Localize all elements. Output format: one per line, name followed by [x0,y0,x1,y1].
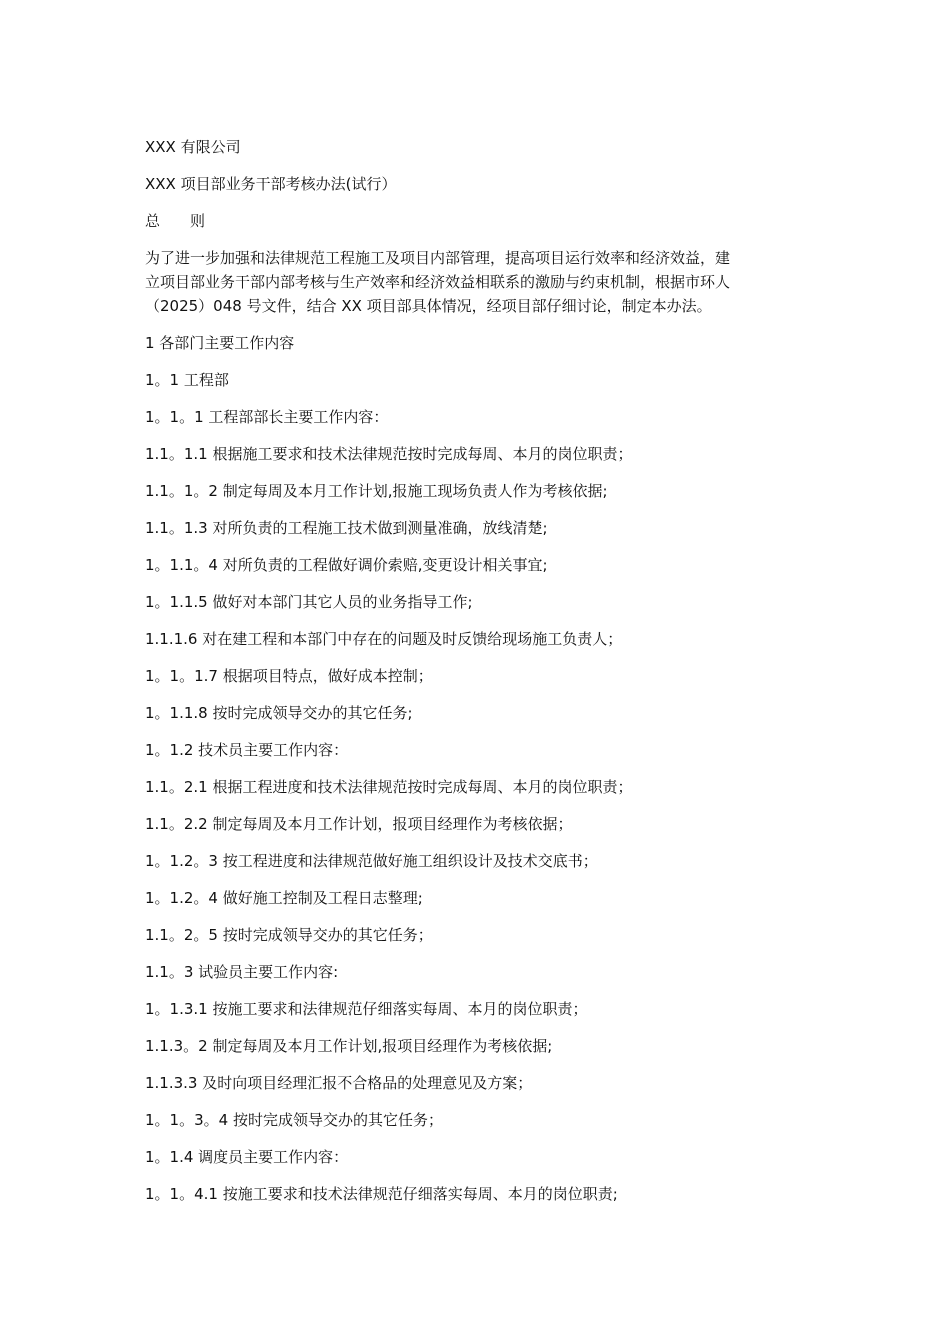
clause-line: 1。1.3.1 按施工要求和法律规范仔细落实每周、本月的岗位职责； [145,1000,588,1018]
clause-line: 1.1.3。2 制定每周及本月工作计划,报项目经理作为考核依据; [145,1037,553,1055]
clause-line: 1.1。2.2 制定每周及本月工作计划，报项目经理作为考核依据； [145,815,573,833]
clause-line: 1。1。4.1 按施工要求和技术法律规范仔细落实每周、本月的岗位职责; [145,1185,618,1203]
clause-line: 1.1.1.6 对在建工程和本部门中存在的问题及时反馈给现场施工负责人； [145,630,623,648]
document-title: XXX 项目部业务干部考核办法(试行） [145,175,397,193]
clause-line: 1.1.3.3 及时向项目经理汇报不合格品的处理意见及方案； [145,1074,533,1092]
section-heading: 总 则 [145,212,206,230]
clause-line: 1。1.1.8 按时完成领导交办的其它任务; [145,704,413,722]
clause-line: 1。1。1.7 根据项目特点，做好成本控制； [145,667,433,685]
intro-line: 为了进一步加强和法律规范工程施工及项目内部管理，提高项目运行效率和经济效益，建 [145,249,731,267]
clause-line: 1.1。1。2 制定每周及本月工作计划,报施工现场负责人作为考核依据; [145,482,608,500]
clause-line: 1。1。1 工程部部长主要工作内容： [145,408,389,426]
clause-line: 1。1.2 技术员主要工作内容： [145,741,349,759]
clause-line: 1。1.1。4 对所负责的工程做好调价索赔,变更设计相关事宜; [145,556,548,574]
intro-paragraph [145,246,815,318]
intro-line: 立项目部业务干部内部考核与生产效率和经济效益相联系的激励与约束机制，根据市环人 [145,273,731,291]
clause-line: 1。1.1.5 做好对本部门其它人员的业务指导工作; [145,593,473,611]
clause-line: 1 各部门主要工作内容 [145,334,295,352]
clause-line: 1.1。2.1 根据工程进度和技术法律规范按时完成每周、本月的岗位职责； [145,778,633,796]
clause-line: 1。1.2。3 按工程进度和法律规范做好施工组织设计及技术交底书； [145,852,598,870]
company-name: XXX 有限公司 [145,138,241,156]
intro-line: （2025）048 号文件，结合 XX 项目部具体情况，经项目部仔细讨论，制定本办法。 [145,297,712,315]
clause-line: 1.1。1.3 对所负责的工程施工技术做到测量准确，放线清楚; [145,519,548,537]
document-page [145,135,815,1219]
clause-line: 1。1 工程部 [145,371,229,389]
clause-line: 1。1.4 调度员主要工作内容： [145,1148,349,1166]
clause-line: 1.1。2。5 按时完成领导交办的其它任务； [145,926,433,944]
clause-line: 1。1。3。4 按时完成领导交办的其它任务； [145,1111,443,1129]
clause-line: 1。1.2。4 做好施工控制及工程日志整理; [145,889,423,907]
clause-line: 1.1。1.1 根据施工要求和技术法律规范按时完成每周、本月的岗位职责； [145,445,633,463]
clause-line: 1.1。3 试验员主要工作内容: [145,963,339,981]
